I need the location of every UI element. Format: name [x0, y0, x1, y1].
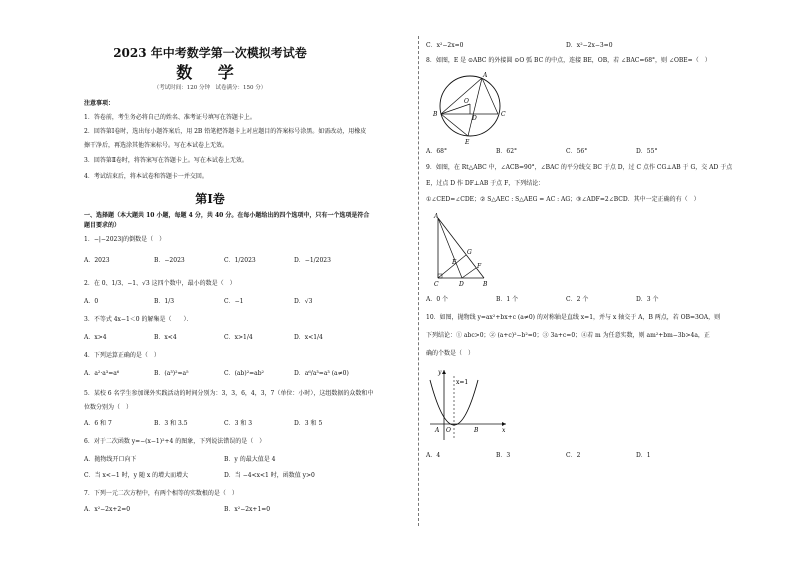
- q10-option-a: A．4: [426, 452, 441, 459]
- q8-option-a: A．68°: [426, 148, 447, 155]
- label-x-equals-1: x=1: [456, 379, 469, 386]
- segment-be: [441, 114, 468, 136]
- q7-option-d: D．x²−2x−3=0: [566, 42, 613, 49]
- q8-option-c: C．56°: [566, 148, 588, 155]
- q5-option-b: B．3 和 3.5: [154, 420, 188, 427]
- q7-option-c: C．x²−2x=0: [426, 42, 464, 49]
- q10-option-b: B．3: [496, 452, 511, 459]
- section-intro-2: 题目要求的）: [84, 222, 121, 229]
- label-d: D: [472, 115, 477, 122]
- label-o: O: [464, 98, 469, 105]
- q10-stem-cont: 下列结论：① abc>0；② (a+c)²−b²=0；③ 3a+c=0；④若 m 为任意实数，则 am²+bm−3b>4a，正: [426, 332, 710, 339]
- q3-option-d: D．x<1/4: [294, 334, 323, 341]
- q10-stem: 10．如图，抛物线 y=ax²+bx+c (a≠0) 的对称轴是直线 x=1，并与 x 轴交于 A，B 两点，若 OB=3OA，则: [426, 314, 721, 321]
- segment-bo: [441, 104, 470, 114]
- q10-parabola-figure: [426, 366, 510, 442]
- label-a: A: [435, 427, 440, 434]
- x-axis-arrow: [502, 422, 506, 426]
- q8-option-d: D．55°: [636, 148, 658, 155]
- note-4: 4．考试结束后，将本试卷和答题卡一并交回。: [84, 173, 208, 180]
- q8-option-b: B．62°: [496, 148, 518, 155]
- q2-stem: 2．在 0、1/3、−1、√3 这四个数中，最小的数是（ ）: [84, 280, 236, 287]
- q9-option-c: C．2 个: [566, 296, 589, 303]
- q9-stem: 9．如图，在 Rt△ABC 中，∠ACB=90°，∠BAC 的平分线交 BC 于点 D，过 C 点作 CG⊥AB 于 G，交 AD 于点: [426, 164, 733, 171]
- q10-option-c: C．2: [566, 452, 581, 459]
- q9-triangle-figure: [426, 212, 506, 292]
- label-a: A: [483, 72, 488, 79]
- q4-option-b: B．(a³)²=a⁵: [154, 370, 189, 377]
- q10-option-d: D．1: [636, 452, 651, 459]
- label-b: B: [433, 111, 438, 118]
- label-e: E: [465, 139, 470, 146]
- note-1: 1．答卷前，考生务必将自己的姓名、准考证号填写在答题卡上。: [84, 114, 256, 121]
- q3-stem: 3．不等式 4x−1＜0 的解集是（ ）．: [84, 316, 193, 323]
- notes-heading: 注意事项：: [84, 100, 115, 107]
- exam-title: 2023 年中考数学第一次模拟考试卷: [113, 46, 307, 60]
- q6-option-b: B．y 的最大值是 4: [224, 456, 276, 463]
- q5-stem-cont: 位数分别为（ ）: [84, 404, 133, 411]
- q4-option-a: A．a²·a³=a⁶: [84, 370, 120, 377]
- parabola-curve: [430, 380, 478, 425]
- q10-stem-end: 确的个数是（ ）: [426, 350, 475, 357]
- label-b: B: [474, 427, 479, 434]
- q3-option-a: A．x>4: [84, 334, 107, 341]
- segment-df: [462, 268, 476, 278]
- q6-option-a: A．抛物线开口向下: [84, 456, 137, 463]
- q6-stem: 6．对于二次函数 y=−(x−1)²+4 的图象，下列说法错误的是（ ）: [84, 438, 266, 445]
- q6-option-c: C．当 x<−1 时，y 随 x 的增大而增大: [84, 472, 189, 479]
- q4-option-d: D．a⁶/a³=a³ (a≠0): [294, 370, 349, 377]
- q4-option-c: C．(ab)²=ab²: [224, 370, 264, 377]
- label-e: E: [452, 259, 457, 266]
- q1-option-b: B．−2023: [154, 257, 185, 264]
- q9-option-b: B．1 个: [496, 296, 519, 303]
- note-3: 3．回答第Ⅱ卷时，将答案写在答题卡上。写在本试卷上无效。: [84, 157, 248, 164]
- q9-conclusions: ①∠CED=∠CDE；② S△AEC : S△AEG = AC : AG；③∠ADF=2∠BCD．其中一定正确的有（ ）: [426, 196, 700, 203]
- note-2: 2．回答第Ⅰ卷时，选出每小题答案后，用 2B 铅笔把答题卡上对应题目的答案标号涂黑。如需改动，用橡皮: [84, 128, 367, 135]
- column-divider: [418, 36, 419, 526]
- label-c: C: [501, 111, 506, 118]
- q7-option-b: B．x²−2x+1=0: [224, 506, 271, 513]
- q1-stem: 1．−|−2023|的倒数是（ ）: [84, 236, 166, 243]
- segment-ad: [438, 218, 462, 278]
- label-b: B: [483, 281, 488, 288]
- y-axis-arrow: [442, 370, 446, 374]
- q3-option-b: B．x<4: [154, 334, 177, 341]
- q9-option-d: D．3 个: [636, 296, 659, 303]
- label-a: A: [434, 213, 439, 220]
- q2-option-b: B．1/3: [154, 298, 175, 305]
- segment-ab: [441, 78, 482, 114]
- exam-meta: （考试时间：120 分钟 试卷满分：150 分）: [153, 85, 267, 91]
- section-heading: 第Ⅰ卷: [195, 192, 225, 206]
- section-intro-1: 一、选择题（本大题共 10 小题，每题 4 分，共 40 分。在每小题给出的四个选项中，只有一个选项是符合: [84, 212, 370, 219]
- q1-option-c: C．1/2023: [224, 257, 256, 264]
- q3-option-c: C．x>1/4: [224, 334, 253, 341]
- q5-option-c: C．3 和 3: [224, 420, 253, 427]
- label-c: C: [434, 281, 439, 288]
- q6-option-d: D．当 −4<x<1 时，函数值 y>0: [224, 472, 315, 479]
- q2-option-d: D．√3: [294, 298, 313, 305]
- note-2-cont: 擦干净后，再选涂其他答案标号。写在本试卷上无效。: [84, 142, 229, 149]
- q1-option-d: D．−1/2023: [294, 257, 331, 264]
- label-y: y: [438, 369, 442, 376]
- exam-subject: 数 学: [176, 63, 244, 82]
- label-f: F: [477, 263, 482, 270]
- q5-stem: 5．某校 6 名学生参加课外实践活动的时间分别为：3，3，6，4，3，7（单位：小时），这组数据的众数和中: [84, 390, 374, 397]
- q9-option-a: A．0 个: [426, 296, 449, 303]
- q2-option-c: C．−1: [224, 298, 244, 305]
- q5-option-d: D．3 和 5: [294, 420, 323, 427]
- q1-option-a: A．2023: [84, 257, 110, 264]
- q7-stem: 7．下列一元二次方程中，有两个相等的实数根的是（ ）: [84, 490, 238, 497]
- q5-option-a: A．6 和 7: [84, 420, 112, 427]
- label-x: x: [502, 427, 506, 434]
- label-o: O: [446, 427, 451, 434]
- label-d: D: [459, 281, 464, 288]
- q7-option-a: A．x²−2x+2=0: [84, 506, 131, 513]
- q9-stem-cont: E，过点 D 作 DF⊥AB 于点 F，下列结论：: [426, 180, 545, 187]
- q8-stem: 8．如图，E 是 ⊙ABC 的外接圆 ⊙O 弧 BC 的中点，连接 BE，OB，若 ∠BAC=68°，则 ∠OBE=（ ）: [426, 57, 711, 64]
- label-g: G: [467, 249, 472, 256]
- q2-option-a: A．0: [84, 298, 99, 305]
- q4-stem: 4．下列运算正确的是（ ）: [84, 352, 160, 359]
- q8-circle-figure: [426, 70, 516, 146]
